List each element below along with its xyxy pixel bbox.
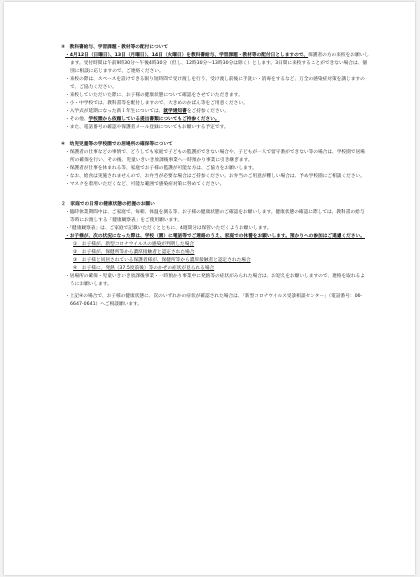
s3-bullet-1 — [61, 52, 369, 76]
s3-bullet-5-emphasis: 就学通知書 — [163, 109, 187, 114]
s3-bullet-5 — [61, 108, 369, 116]
condition-4-text: ④ お子様に、発熱（37.5度前後）等のかぜの症状が見られる場合 — [73, 266, 215, 271]
condition-4 — [61, 265, 369, 273]
s3-bullet-4: ・小・中学校では、教科書等を配付しますので、大きめのかばん等をご用意ください。 — [65, 101, 248, 106]
condition-2 — [61, 249, 369, 257]
condition-3-text: ③ お子様と同居されている保護者様が、保健所等から濃厚接触者と認定された場合 — [73, 258, 251, 263]
document-body — [61, 44, 369, 309]
condition-1-text: ① お子様が、新型コロナウイルスの感染が判明した場合 — [73, 242, 195, 247]
s3-bullet-5-tail: をご持参ください。 — [186, 109, 230, 114]
s3-bullet-6-text: ・その他、 — [65, 117, 89, 122]
s3-bullet-3: ・来校していただいた際に、お子様の健康状態について確認をさせていただきます。 — [65, 93, 243, 98]
s2-bullet-1: ・臨時休業期間中は、ご家庭で、毎朝、体温を測る等、お子様の健康状態のご確認をお願いします。健康状態の確認に際しては、教科書の給与等時にお渡しする「健康観察表」をご使用願います。 — [65, 210, 365, 223]
s2-bullet-4: ・居場所の確保・児童いきいき放課後事業・一時預かり事業中に発熱等の症状がみられた場合は、お迎えをお願いしますので、連絡を取れるようにお願いします。 — [65, 274, 365, 287]
s2-bullet-3 — [61, 233, 369, 241]
s3-bullet-7: ・また、電話番号の確認や保護者メール登録についてもお願いする予定です。 — [65, 125, 229, 130]
condition-3 — [61, 257, 369, 265]
condition-1 — [61, 241, 369, 249]
document-page — [4, 2, 415, 575]
s4-bullet-3: ・なお、給食は実施されませんので、お弁当が必要な場合はご持参ください。お弁当のご用意が難しい場合は、予め学校園にご相談ください。 — [65, 174, 365, 179]
section-3-title: ③ 教科書給与、学習課題・教材等の配付について — [61, 45, 169, 50]
section-4-title: ④ 幼児児童等の学校園での居場所の確保等について — [61, 142, 173, 147]
s2-bullet-3-notice: 預かりへの参加はご遠慮ください。 — [289, 234, 365, 239]
s2-bullet-3-emphasis: ・お子様が、次の状況になった際は、学校（園）に電話等でご連絡のうえ、家庭での休養をお願いします。 — [65, 234, 290, 239]
s3-bullet-6 — [61, 116, 369, 124]
s2-bullet-5: ・上記④の場合で、お子様の健康状態に、次のいずれかの症状が確認された場合は、「新型コロナウイルス受診相談センター」（電話番号：06-6647-0641）へご相談願います。 — [65, 294, 363, 307]
s3-bullet-6-emphasis: 学校園から依頼している提出書類についてもご持参ください。 — [88, 117, 220, 122]
s2-bullet-2: ・「健康観察表」は、ご家庭で記載いただくとともに、4週間分は保管いただくようお願いします。 — [65, 226, 272, 231]
s4-bullet-1: ・保護者の仕事などの事情で、どうしても家庭で子どもの監護ができない場合や、子どもが一人で留守番ができない等の場合は、学校園で居場所の確保を行い、その後、児童いきいき放課後事業へ一時預かり事業に引き継ぎます。 — [65, 150, 365, 163]
condition-2-text: ② お子様が、保健所等から濃厚接触者と認定された場合 — [73, 250, 195, 255]
s3-bullet-2: ・来校の際は、スペースを設けできる限り短時間で受け渡しを行う、受け渡し前後に手洗い・消毒をするなど、万全の感染症対策を講じますので、ご協力ください。 — [65, 77, 365, 90]
s3-bullet-1-text: 保護者の方の来校をお願いします。受付時間は午前9時30分～午後4時30分（但し、12時30分～13時30分は除く）とします。3日間に来校することができない場合は、個別に相談に応じますので、ご連絡ください。 — [70, 53, 370, 74]
s3-bullet-5-text: ・入学式が延期になった新１年生については、 — [65, 109, 164, 114]
s4-bullet-4: ・マスクを着用いただくなど、可能な範囲で感染症対策に努めてください。 — [65, 182, 225, 187]
section-2-title: ２ 家庭での日常の健康状態の把握のお願い — [61, 202, 155, 207]
s4-bullet-2: ・保護者が仕事を休まれる等、家庭でお子様の監護が可能な方は、ご協力をお願いします。 — [65, 166, 257, 171]
s3-bullet-1-emphasis: ・4月12日（日曜日）、13日（月曜日）、14日（火曜日）を教科書給与、学習課題・教材等の配付日としますので、 — [65, 53, 309, 58]
